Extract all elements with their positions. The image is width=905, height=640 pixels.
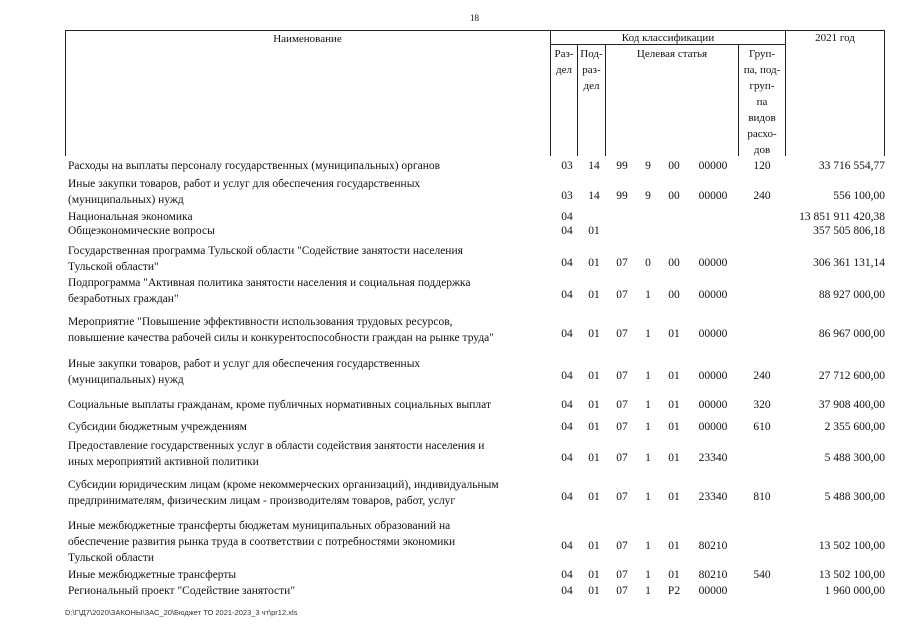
row-amount: 88 927 000,00 <box>818 289 885 301</box>
row-podrazdel: 01 <box>588 569 600 581</box>
row-cs2: 1 <box>645 569 651 581</box>
row-name-line: Государственная программа Тульской области "Содействие занятости населения <box>68 245 463 257</box>
header-name: Наименование <box>273 33 342 45</box>
file-path: D:\Г\Д7\2020\ЗАКОНЫ\ЗАС_20\Бюджет ТО 2021-2023_3 чт\pr12.xls <box>65 608 298 617</box>
row-amount: 5 488 300,00 <box>824 491 885 503</box>
row-vid: 240 <box>753 190 771 202</box>
row-cs3: 01 <box>668 370 680 382</box>
row-razdel: 04 <box>561 399 573 411</box>
row-name <box>68 314 550 346</box>
row-cs1: 07 <box>616 328 628 340</box>
row-amount: 306 361 131,14 <box>813 257 885 269</box>
row-cs4: 23340 <box>698 491 728 503</box>
row-razdel: 04 <box>561 421 573 433</box>
row-vid: 240 <box>753 370 771 382</box>
row-name <box>68 158 550 174</box>
row-razdel: 04 <box>561 211 573 223</box>
row-cs3: P2 <box>667 585 681 597</box>
row-podrazdel: 01 <box>588 491 600 503</box>
row-cs1: 07 <box>616 257 628 269</box>
row-amount: 1 960 000,00 <box>824 585 885 597</box>
row-podrazdel: 01 <box>588 421 600 433</box>
header-year: 2021 год <box>815 32 855 44</box>
row-amount: 2 355 600,00 <box>824 421 885 433</box>
row-cs3: 00 <box>668 289 680 301</box>
row-podrazdel: 01 <box>588 328 600 340</box>
row-name <box>68 583 550 599</box>
row-cs4: 00000 <box>698 257 728 269</box>
row-cs2: 1 <box>645 370 651 382</box>
row-cs2: 1 <box>645 421 651 433</box>
row-cs3: 00 <box>668 160 680 172</box>
row-podrazdel: 01 <box>588 289 600 301</box>
row-name-line: Субсидии юридическим лицам (кроме некоммерческих организаций), индивидуальным <box>68 479 499 491</box>
row-name-line: Региональный проект "Содействие занятости" <box>68 585 296 597</box>
row-razdel: 04 <box>561 225 573 237</box>
row-cs4: 80210 <box>698 569 728 581</box>
row-razdel: 04 <box>561 370 573 382</box>
row-cs2: 1 <box>645 540 651 552</box>
row-cs4: 23340 <box>698 452 728 464</box>
row-vid: 320 <box>753 399 771 411</box>
row-cs2: 1 <box>645 585 651 597</box>
row-name-line: Подпрограмма "Активная политика занятости населения и социальная поддержка <box>68 277 471 289</box>
row-cs1: 07 <box>616 421 628 433</box>
row-cs4: 00000 <box>698 421 728 433</box>
row-razdel: 03 <box>561 160 573 172</box>
row-podrazdel: 01 <box>588 370 600 382</box>
row-razdel: 04 <box>561 289 573 301</box>
row-razdel: 04 <box>561 491 573 503</box>
row-name-line: Субсидии бюджетным учреждениям <box>68 421 247 433</box>
row-name-line: Иные закупки товаров, работ и услуг для обеспечения государственных <box>68 358 421 370</box>
row-amount: 357 505 806,18 <box>813 225 885 237</box>
row-cs2: 1 <box>645 399 651 411</box>
row-razdel: 04 <box>561 585 573 597</box>
row-podrazdel: 14 <box>588 190 600 202</box>
row-razdel: 04 <box>561 569 573 581</box>
row-amount: 13 851 911 420,38 <box>799 211 885 223</box>
row-name-line: обеспечение развития рынка труда в соответствии с потребностями экономики <box>68 536 456 548</box>
row-podrazdel: 01 <box>588 540 600 552</box>
row-podrazdel: 01 <box>588 257 600 269</box>
row-name-line: повышение качества рабочей силы и конкурентоспособности граждан на рынке труда" <box>68 332 494 344</box>
row-cs2: 1 <box>645 289 651 301</box>
row-cs3: 01 <box>668 421 680 433</box>
row-name-line: Социальные выплаты гражданам, кроме публичных нормативных социальных выплат <box>68 399 491 411</box>
row-cs4: 00000 <box>698 190 728 202</box>
header-section: Раз- дел <box>554 48 574 76</box>
row-amount: 5 488 300,00 <box>824 452 885 464</box>
row-amount: 33 716 554,77 <box>818 160 885 172</box>
row-cs1: 07 <box>616 491 628 503</box>
row-podrazdel: 01 <box>588 452 600 464</box>
row-name <box>68 567 550 583</box>
row-name-line: Национальная экономика <box>68 211 193 223</box>
row-name-line: Тульской области <box>68 552 155 564</box>
row-name <box>68 438 550 470</box>
row-cs4: 00000 <box>698 160 728 172</box>
header-expense-group: Груп- па, под- груп- па видов расхо- дов <box>743 48 781 156</box>
row-name <box>68 176 550 208</box>
row-razdel: 04 <box>561 328 573 340</box>
row-razdel: 04 <box>561 257 573 269</box>
page-number: 18 <box>470 13 479 23</box>
row-cs2: 0 <box>645 257 651 269</box>
row-name-line: (муниципальных) нужд <box>68 194 184 206</box>
row-name-line: Мероприятие "Повышение эффективности использования трудовых ресурсов, <box>68 316 453 328</box>
row-name-line: Иные межбюджетные трансферты <box>68 569 237 581</box>
row-cs3: 01 <box>668 540 680 552</box>
row-razdel: 04 <box>561 540 573 552</box>
header-target-item: Целевая статья <box>636 48 708 60</box>
row-cs3: 01 <box>668 399 680 411</box>
row-name <box>68 275 550 307</box>
row-cs1: 99 <box>616 160 628 172</box>
row-vid: 810 <box>753 491 771 503</box>
row-cs2: 1 <box>645 491 651 503</box>
row-cs1: 07 <box>616 289 628 301</box>
row-cs2: 1 <box>645 328 651 340</box>
row-amount: 86 967 000,00 <box>818 328 885 340</box>
row-name <box>68 243 550 275</box>
row-cs1: 07 <box>616 585 628 597</box>
header-classification: Код классификации <box>621 32 715 44</box>
row-vid: 120 <box>753 160 771 172</box>
row-name <box>68 477 550 509</box>
row-name-line: Предоставление государственных услуг в области содействия занятости населения и <box>68 440 485 452</box>
row-name <box>68 223 550 239</box>
row-cs4: 00000 <box>698 399 728 411</box>
row-cs3: 01 <box>668 452 680 464</box>
row-cs1: 99 <box>616 190 628 202</box>
row-name-line: Иные закупки товаров, работ и услуг для обеспечения государственных <box>68 178 421 190</box>
row-cs1: 07 <box>616 370 628 382</box>
row-name-line: Общеэкономические вопросы <box>68 225 215 237</box>
row-name-line: Тульской области" <box>68 261 159 273</box>
row-name-line: иных мероприятий активной политики <box>68 456 259 468</box>
row-cs3: 01 <box>668 569 680 581</box>
row-podrazdel: 01 <box>588 585 600 597</box>
row-cs1: 07 <box>616 540 628 552</box>
row-name-line: (муниципальных) нужд <box>68 374 184 386</box>
row-amount: 556 100,00 <box>833 190 885 202</box>
row-name-line: Расходы на выплаты персоналу государственных (муниципальных) органов <box>68 160 441 172</box>
row-podrazdel: 01 <box>588 399 600 411</box>
row-cs2: 9 <box>645 160 651 172</box>
row-cs4: 80210 <box>698 540 728 552</box>
row-name-line: безработных граждан" <box>68 293 179 305</box>
row-razdel: 04 <box>561 452 573 464</box>
row-cs3: 01 <box>668 328 680 340</box>
row-cs3: 00 <box>668 190 680 202</box>
row-cs4: 00000 <box>698 328 728 340</box>
row-amount: 37 908 400,00 <box>818 399 885 411</box>
row-name <box>68 356 550 388</box>
row-cs1: 07 <box>616 452 628 464</box>
row-name <box>68 419 550 435</box>
row-cs4: 00000 <box>698 585 728 597</box>
row-amount: 27 712 600,00 <box>818 370 885 382</box>
row-cs3: 01 <box>668 491 680 503</box>
header-subsection: Под- раз- дел <box>580 48 603 92</box>
row-razdel: 03 <box>561 190 573 202</box>
row-amount: 13 502 100,00 <box>818 569 885 581</box>
row-vid: 610 <box>753 421 771 433</box>
row-name <box>68 397 550 413</box>
row-cs3: 00 <box>668 257 680 269</box>
row-cs2: 9 <box>645 190 651 202</box>
row-podrazdel: 01 <box>588 225 600 237</box>
row-cs1: 07 <box>616 399 628 411</box>
row-cs4: 00000 <box>698 370 728 382</box>
row-amount: 13 502 100,00 <box>818 540 885 552</box>
row-cs2: 1 <box>645 452 651 464</box>
row-name-line: предпринимателям, физическим лицам - производителям товаров, работ, услуг <box>68 495 456 507</box>
row-cs4: 00000 <box>698 289 728 301</box>
row-podrazdel: 14 <box>588 160 600 172</box>
row-name <box>68 518 550 566</box>
row-vid: 540 <box>753 569 771 581</box>
row-cs1: 07 <box>616 569 628 581</box>
row-name-line: Иные межбюджетные трансферты бюджетам муниципальных образований на <box>68 520 451 532</box>
